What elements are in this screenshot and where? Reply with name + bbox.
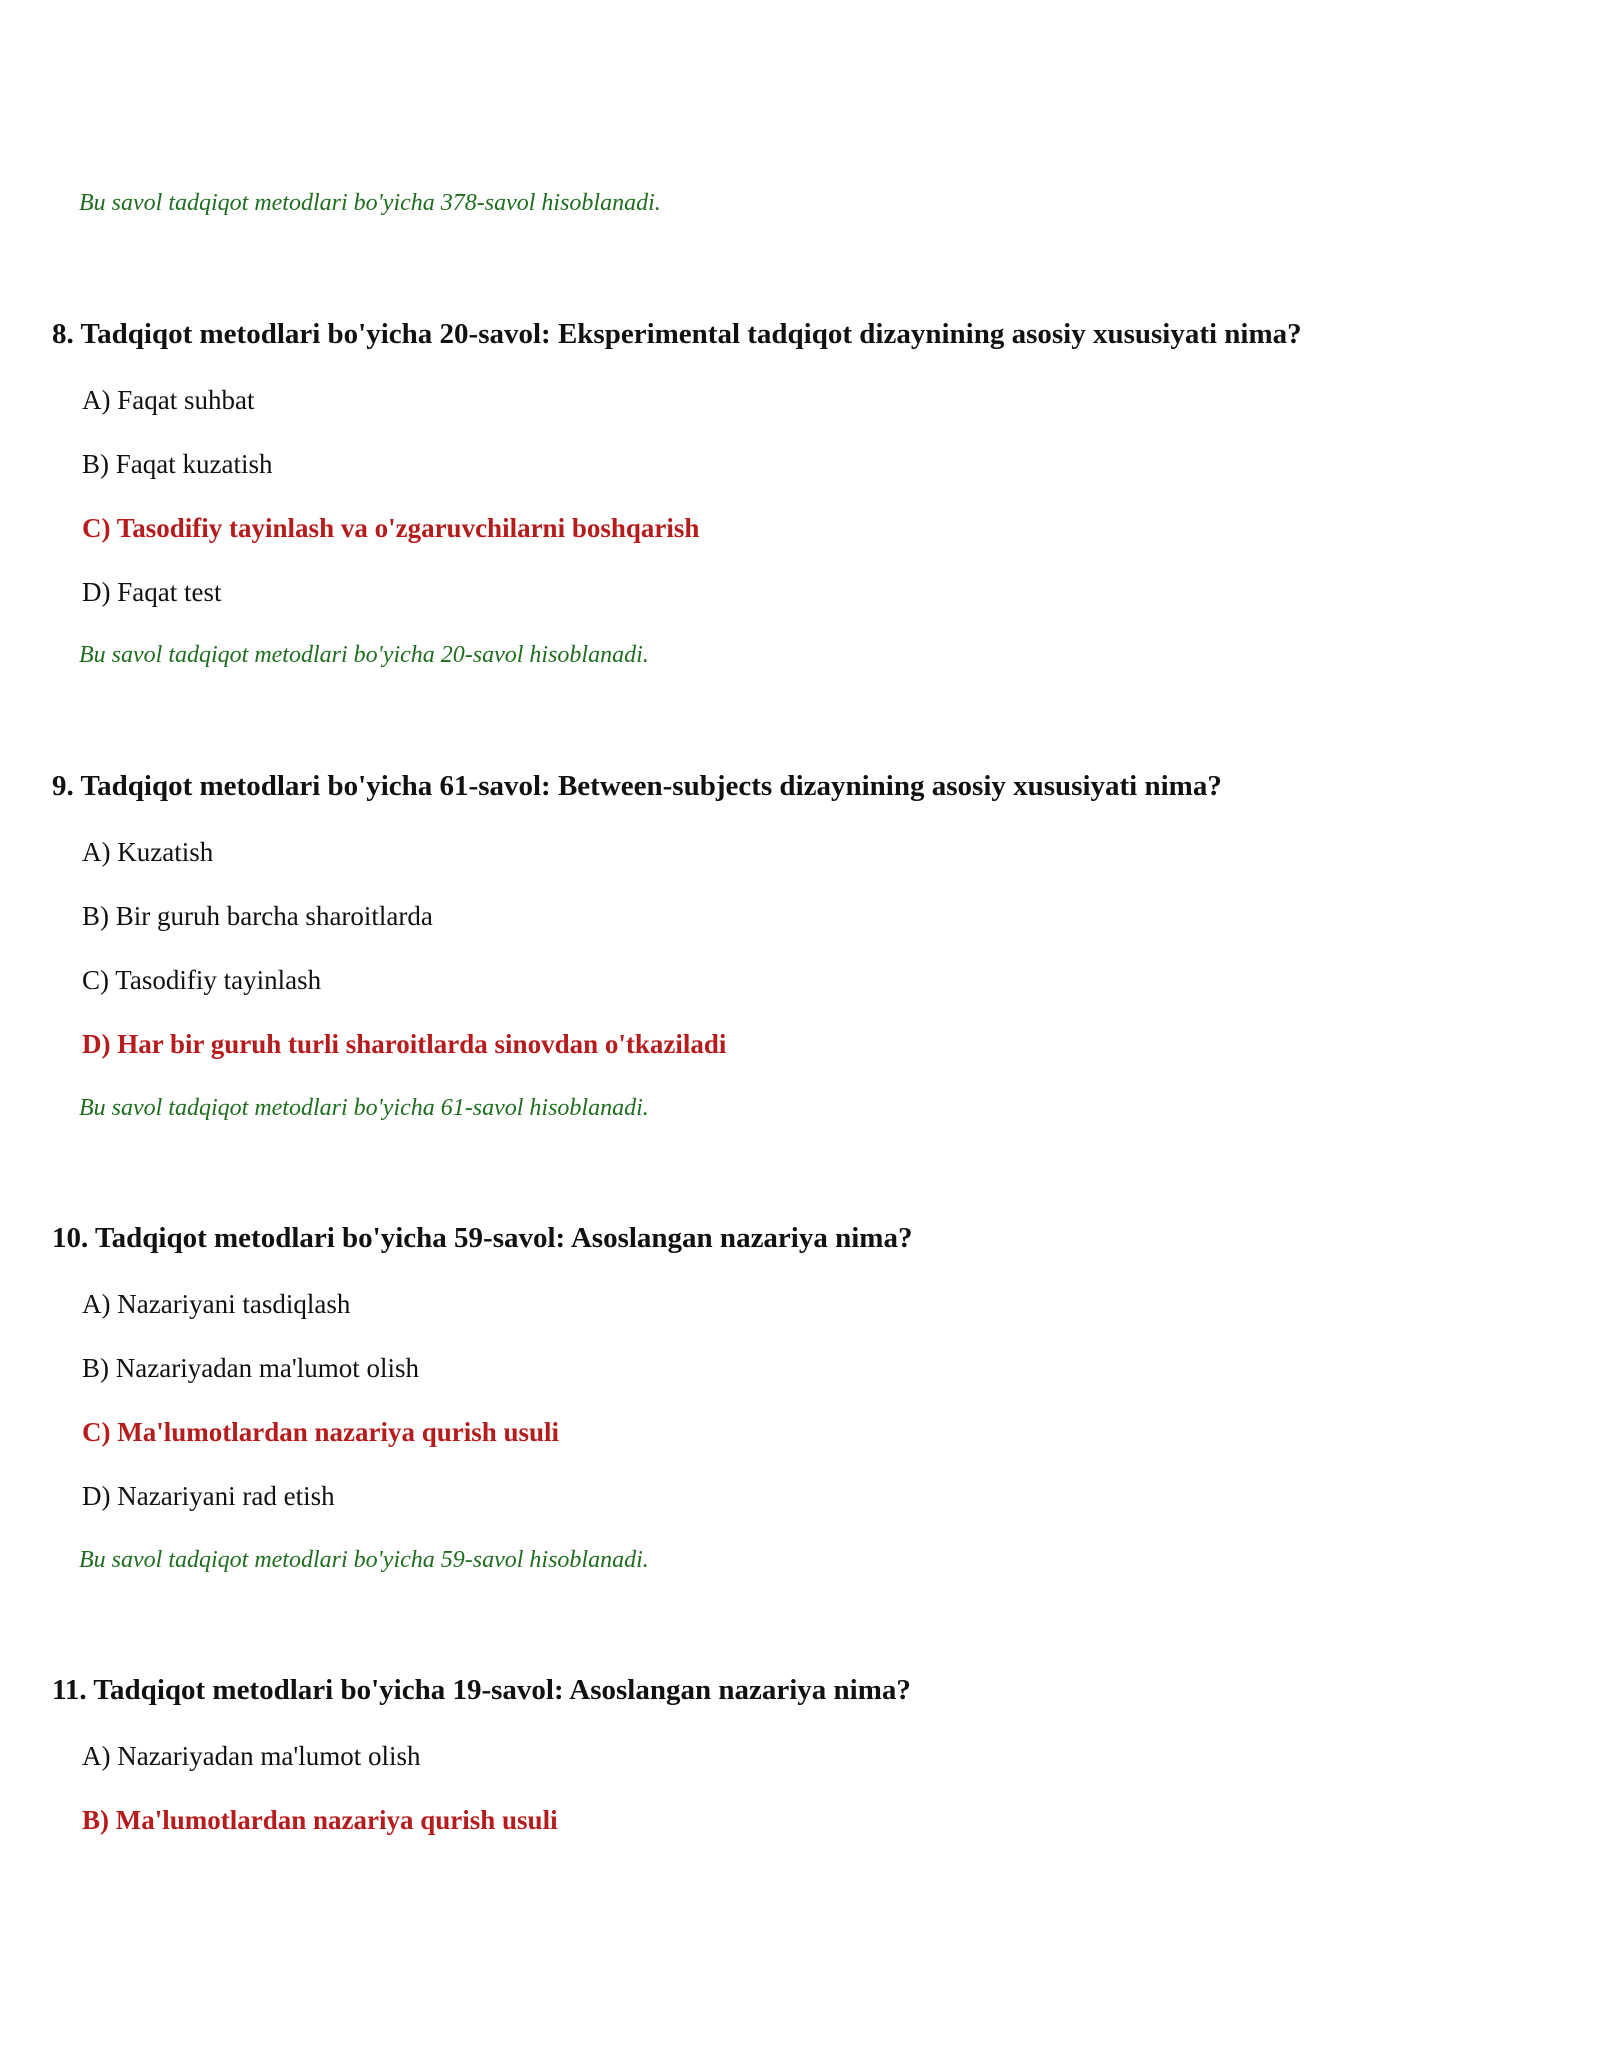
question-note: Bu savol tadqiqot metodlari bo'yicha 59-savol hisoblanadi. [79, 1547, 649, 1573]
option-c-correct: C) Ma'lumotlardan nazariya qurish usuli [82, 1417, 560, 1447]
option-a: A) Nazariyadan ma'lumot olish [82, 1741, 421, 1771]
option-d: D) Nazariyani rad etish [82, 1481, 335, 1511]
option-b: B) Nazariyadan ma'lumot olish [82, 1353, 420, 1383]
option-d: D) Faqat test [82, 577, 222, 607]
question-note: Bu savol tadqiqot metodlari bo'yicha 20-savol hisoblanadi. [79, 642, 649, 668]
option-c: C) Tasodifiy tayinlash [82, 965, 322, 995]
option-d-correct: D) Har bir guruh turli sharoitlarda sinovdan o'tkaziladi [82, 1029, 727, 1059]
option-c-correct: C) Tasodifiy tayinlash va o'zgaruvchilarni boshqarish [82, 513, 700, 543]
question-note: Bu savol tadqiqot metodlari bo'yicha 61-savol hisoblanadi. [79, 1095, 649, 1121]
question-title: 11. Tadqiqot metodlari bo'yicha 19-savol: Asoslangan nazariya nima? [52, 1674, 911, 1706]
question-title: 8. Tadqiqot metodlari bo'yicha 20-savol: Eksperimental tadqiqot dizaynining asosiy xususiyati nima? [52, 318, 1302, 350]
question-title: 9. Tadqiqot metodlari bo'yicha 61-savol: Between-subjects dizaynining asosiy xususiyati nima? [52, 770, 1222, 802]
intro-note: Bu savol tadqiqot metodlari bo'yicha 378-savol hisoblanadi. [79, 190, 661, 216]
option-b-correct: B) Ma'lumotlardan nazariya qurish usuli [82, 1805, 558, 1835]
question-title: 10. Tadqiqot metodlari bo'yicha 59-savol: Asoslangan nazariya nima? [52, 1222, 913, 1254]
option-a: A) Kuzatish [82, 837, 214, 867]
option-a: A) Nazariyani tasdiqlash [82, 1289, 351, 1319]
option-a: A) Faqat suhbat [82, 385, 255, 415]
option-b: B) Faqat kuzatish [82, 449, 273, 479]
option-b: B) Bir guruh barcha sharoitlarda [82, 901, 433, 931]
